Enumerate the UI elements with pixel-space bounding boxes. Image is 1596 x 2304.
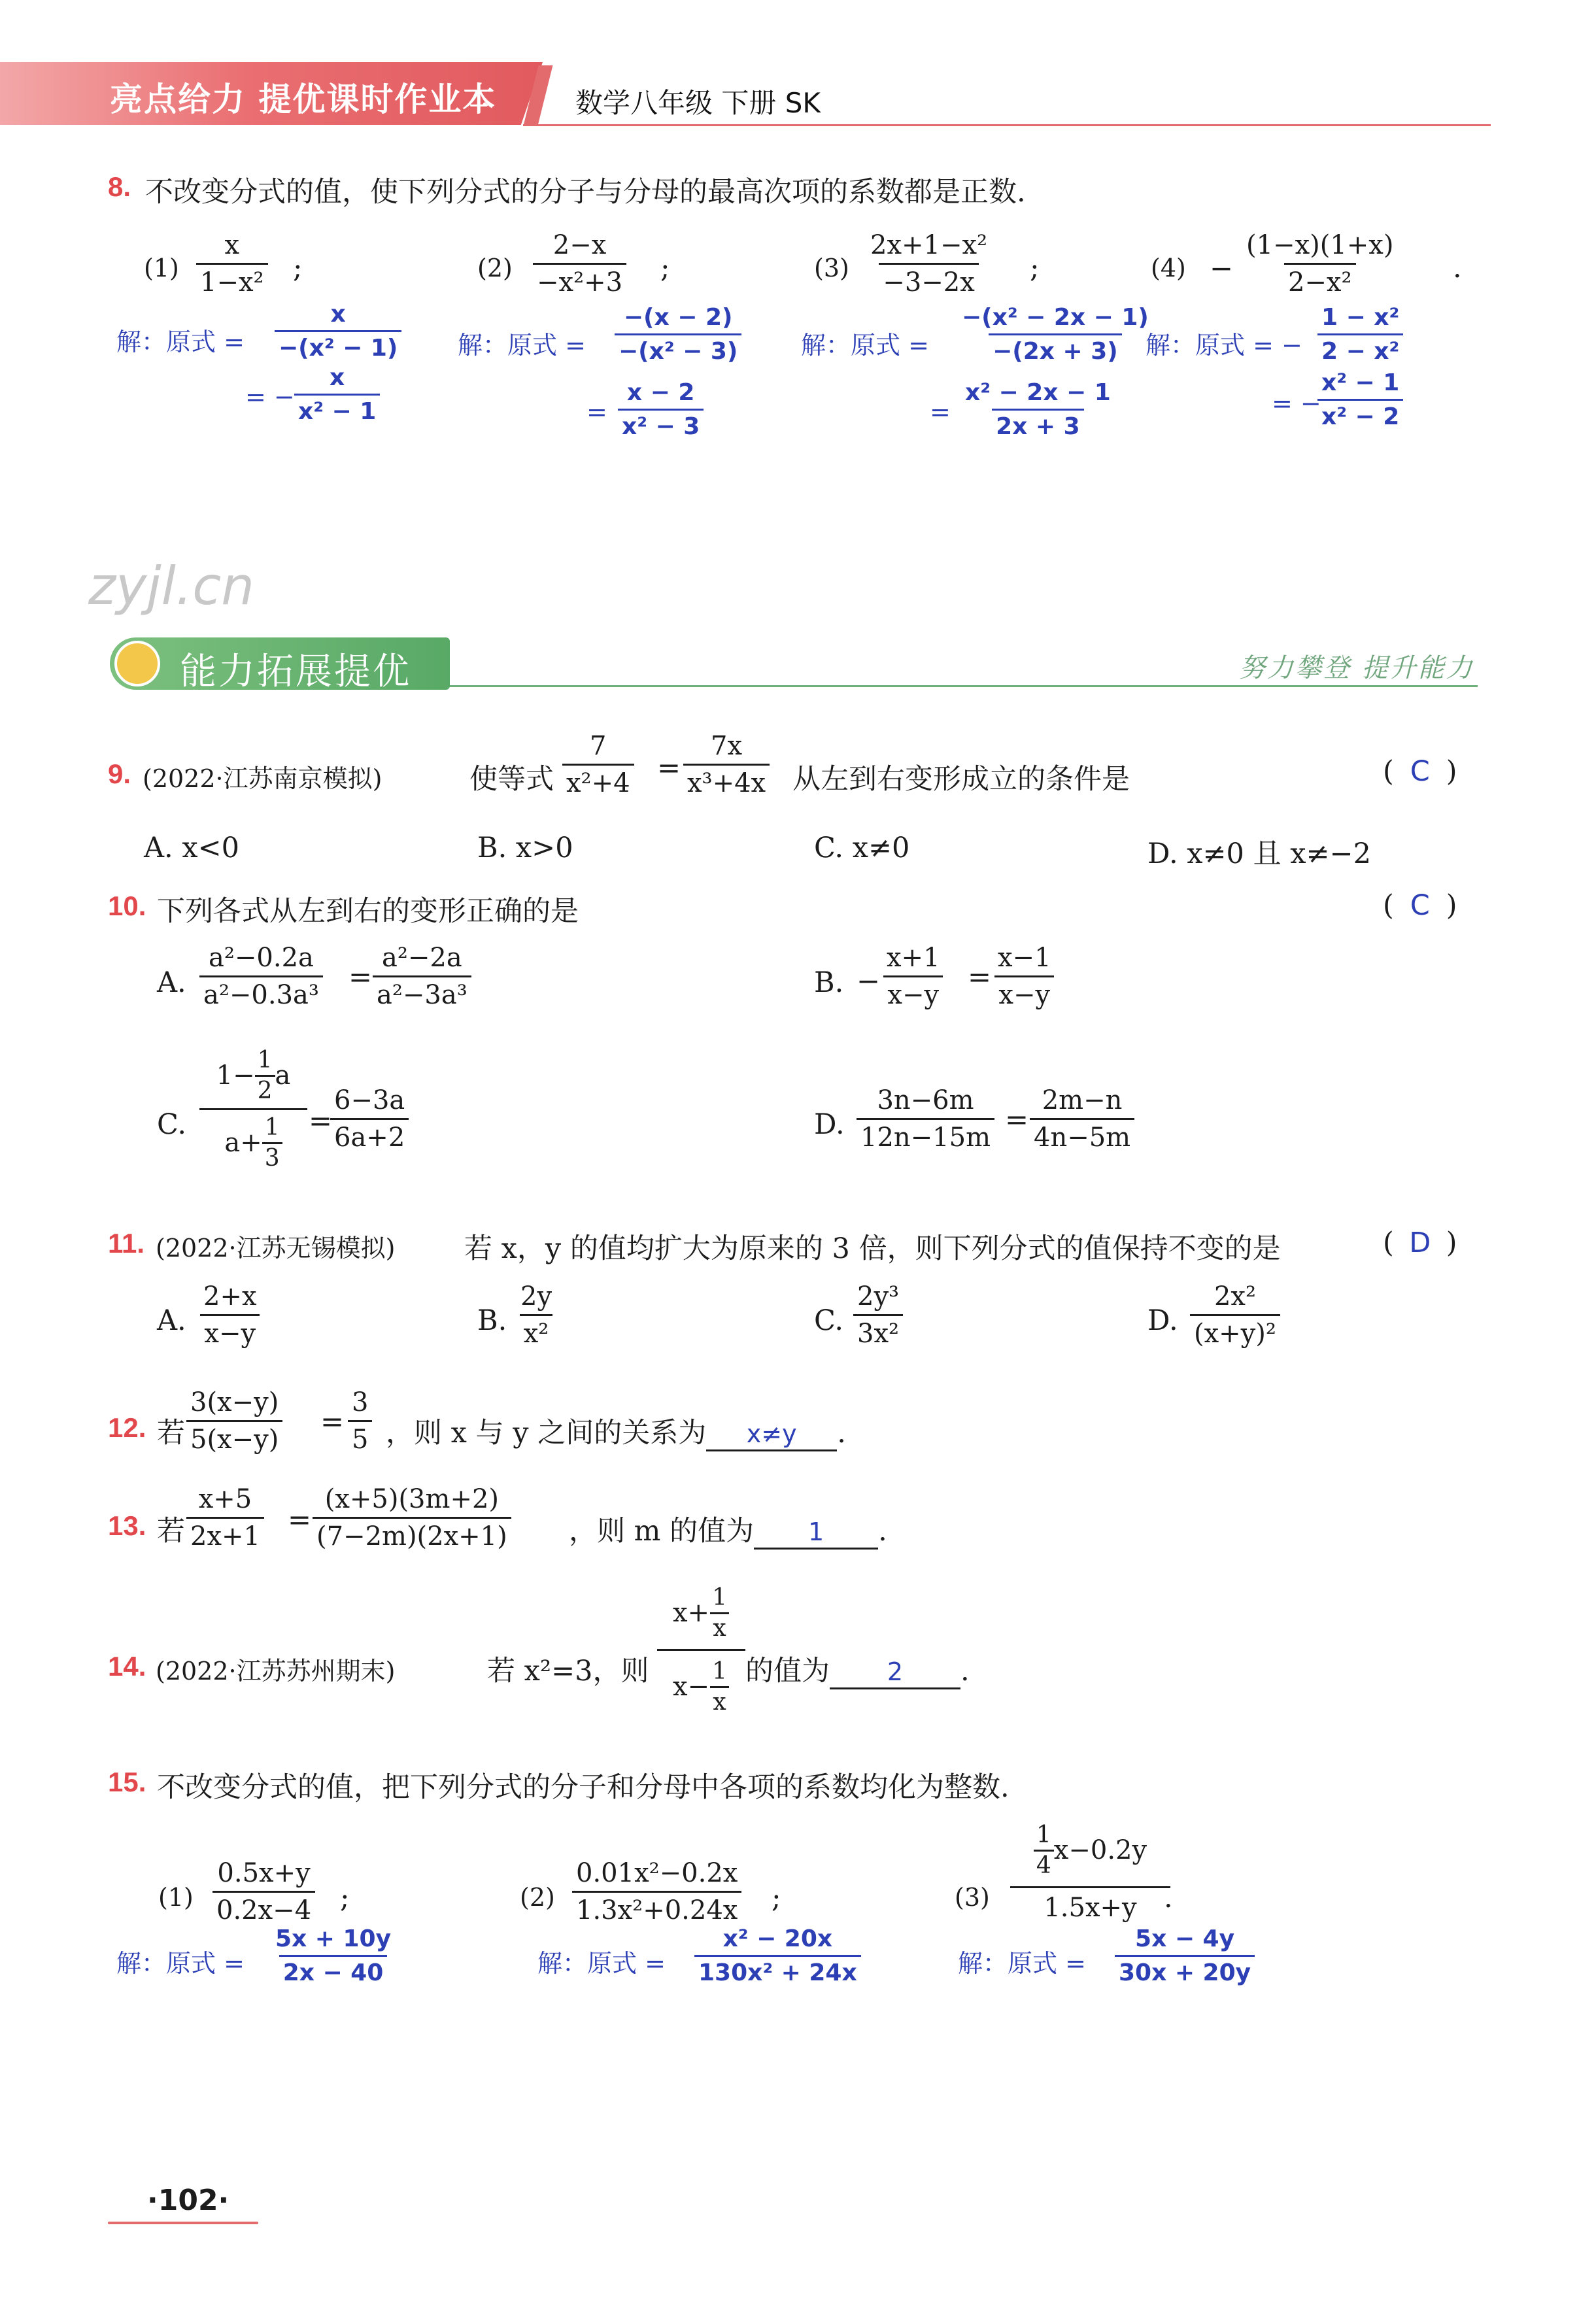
q9-equals: =: [657, 752, 681, 785]
q8-part4-label: (4): [1151, 254, 1186, 282]
q8-part4-solution-step2: $\frac{\text{x² − 1}}{\text{x² − 2}}$: [1317, 369, 1403, 431]
q10-option-c-label: C.: [157, 1108, 187, 1141]
q8-part1-solution-step1: $\frac{x}{\text{−(x² − 1)}}$: [275, 301, 401, 362]
q15-part2-fraction: $\frac{\text{0.01x²−0.2x}}{\text{1.3x²+0.24x}}$: [572, 1858, 741, 1925]
q9-fraction-right: $\frac{7x}{\text{x³+4x}}$: [683, 731, 770, 798]
q9-answer: C: [1410, 755, 1430, 788]
q8-part2-fraction: $\frac{2-x}{\text{−x²+3}}$: [533, 230, 626, 297]
q15-part1-fraction: $\frac{0.5x+y}{0.2x-4}$: [212, 1858, 315, 1925]
q12-fraction-left: $\frac{3(x-y)}{5(x-y)}$: [186, 1387, 282, 1455]
q10-option-b-label: B.: [814, 966, 844, 999]
q14-complex-fraction: [657, 1577, 745, 1723]
q11-option-a-fraction: $\frac{2+x}{x-y}$: [199, 1281, 261, 1349]
q12-equals: =: [320, 1406, 345, 1438]
q8-part2-tail: ;: [660, 252, 670, 284]
q8-part2-solution-step2: $\frac{x - 2}{\text{x² − 3}}$: [618, 379, 704, 441]
q9-fraction-left: $\frac{7}{\text{x²+4}}$: [562, 731, 634, 798]
question-number-11: 11.: [108, 1228, 145, 1259]
q15-part1-tail: ;: [340, 1882, 350, 1914]
q8-part1-label: (1): [144, 254, 179, 282]
q8-part1-eq2: = −: [245, 382, 295, 411]
q10-option-b-minus: −: [857, 965, 881, 998]
q10-option-b-left: $\frac{x+1}{x-y}$: [883, 943, 944, 1010]
q15-part3-num-rest: x−0.2y: [1053, 1835, 1147, 1865]
q10-c-num-inner-fraction: $\frac{1}{2}$: [255, 1047, 275, 1104]
q12-end: .: [837, 1417, 846, 1449]
q11-option-c-fraction: $\frac{\text{2y³}}{\text{3x²}}$: [853, 1281, 903, 1349]
q8-part1-tail: ;: [293, 252, 303, 284]
q15-stem: 不改变分式的值，把下列分式的分子和分母中各项的系数均化为整数.: [157, 1771, 1010, 1804]
q15-part3-fraction: [1010, 1814, 1170, 1927]
q15-part3-inner-fraction: 1 4: [1034, 1822, 1054, 1878]
q8-part2-solution-step1: $\frac{-(x - 2)}{\text{−(x² − 3)}}$: [615, 304, 741, 365]
q15-part2-solution: $\frac{\text{x² − 20x}}{\text{130x² + 24x}}$: [694, 1925, 861, 1987]
q11-option-a-label: A.: [157, 1304, 186, 1337]
question-number-14: 14.: [108, 1651, 146, 1682]
q12-text: [386, 1411, 846, 1451]
q10-option-c-left: [199, 1043, 307, 1176]
question-number-10: 10.: [108, 890, 146, 921]
q11-answer: D: [1409, 1227, 1431, 1259]
q13-pre: 若: [157, 1515, 185, 1548]
q15-part3-tail: .: [1164, 1882, 1173, 1914]
q10-option-b-equals: =: [968, 961, 992, 994]
q11-option-d-fraction: $\frac{\text{2x²}}{\text{(x+y)²}}$: [1190, 1281, 1280, 1349]
section-slogan: 努力攀登 提升能力: [1239, 653, 1474, 683]
q15-part3-solution: $\frac{5x - 4y}{30x + 20y}$: [1115, 1925, 1255, 1987]
book-info: 数学八年级 下册 SK: [575, 87, 821, 119]
watermark: zyjl.cn: [88, 556, 254, 617]
q15-part2-label: (2): [520, 1883, 555, 1912]
q13-answer: 1: [808, 1517, 824, 1546]
q10-option-a-equals: =: [348, 961, 373, 994]
q14-text-a: 若 x²=3，则: [487, 1655, 649, 1687]
q9-text-b: 从左到右变形成立的条件是: [792, 763, 1130, 796]
q9-option-b: B. x>0: [477, 832, 573, 864]
q10-option-d-label: D.: [814, 1108, 845, 1141]
q8-part4-solution-step1: $\frac{\text{1 − x²}}{\text{2 − x²}}$: [1317, 304, 1403, 365]
q10-option-a-left: $\frac{\text{a²−0.2a}}{\text{a²−0.3a³}}$: [199, 943, 323, 1010]
question-number-12: 12.: [108, 1412, 146, 1443]
q15-part3-label: (3): [955, 1883, 990, 1912]
q10-c-den-part-a: a+: [224, 1128, 262, 1158]
header-rule: [523, 124, 1491, 126]
page-number-underline: [108, 2222, 258, 2224]
q8-part3-solution-step1: $\frac{\text{−(x² − 2x − 1)}}{-(2x + 3)}$: [962, 304, 1149, 365]
q9-source: (2022·江苏南京模拟): [143, 764, 382, 793]
q8-part1-solution-step2: $\frac{x}{\text{x² − 1}}$: [294, 364, 380, 426]
q10-stem: 下列各式从左到右的变形正确的是: [157, 895, 579, 928]
question-number-8: 8.: [108, 171, 131, 202]
q8-part4-eq2: = −: [1272, 389, 1321, 418]
q8-part3-solution-prefix: 解：原式 =: [801, 331, 929, 360]
q10-option-d-right: $\frac{2m-n}{4n-5m}$: [1030, 1085, 1134, 1153]
q14-answer: 2: [887, 1657, 904, 1686]
q10-c-num-part-b: a: [275, 1060, 291, 1091]
q15-part1-label: (1): [158, 1883, 194, 1912]
q10-option-d-equals: =: [1005, 1104, 1029, 1136]
q8-part3-eq2: =: [930, 398, 951, 426]
q10-option-a-label: A.: [157, 966, 186, 999]
q11-option-b-label: B.: [477, 1304, 507, 1337]
q11-option-c-label: C.: [814, 1304, 844, 1337]
q11-answer-paren: ( D ): [1383, 1227, 1457, 1259]
q9-text-a: 使等式: [469, 763, 554, 796]
q10-option-a-right: $\frac{\text{a²−2a}}{\text{a²−3a³}}$: [373, 943, 471, 1010]
q12-pre: 若: [157, 1417, 185, 1449]
q14-text-content: 的值为: [745, 1655, 830, 1687]
q14-end: .: [960, 1655, 970, 1687]
q12-answer: x≠y: [746, 1419, 797, 1448]
q12-text-content: ，则 x 与 y 之间的关系为: [386, 1417, 707, 1449]
q12-fraction-right: $\frac{3}{5}$: [348, 1387, 372, 1455]
q10-answer: C: [1410, 889, 1430, 922]
q10-answer-paren: ( C ): [1383, 889, 1457, 922]
q15-part3-solution-prefix: 解：原式 =: [958, 1949, 1086, 1978]
q8-part3-fraction: $\frac{\text{2x+1−x²}}{-3-2x}$: [870, 230, 988, 297]
question-number-9: 9.: [108, 758, 131, 789]
q13-text: [569, 1509, 887, 1550]
q15-part2-solution-prefix: 解：原式 =: [537, 1949, 666, 1978]
q10-option-c-right: $\frac{6-3a}{6a+2}$: [330, 1085, 409, 1153]
q15-part3-den: 1.5x+y: [1044, 1893, 1137, 1923]
q8-part3-label: (3): [814, 254, 849, 282]
q13-equals: =: [288, 1504, 312, 1536]
q9-option-d: D. x≠0 且 x≠−2: [1147, 838, 1371, 870]
q8-part2-label: (2): [477, 254, 513, 282]
q14-source: (2022·江苏苏州期末): [156, 1657, 396, 1686]
page-number: ·102·: [147, 2184, 229, 2217]
q8-part4-fraction: $\frac{(1-x)(1+x)}{\text{2−x²}}$: [1246, 230, 1394, 297]
q14-bottom-part: x−: [673, 1672, 710, 1702]
q9-answer-paren: ( C ): [1383, 755, 1457, 788]
q11-stem: 若 x，y 的值均扩大为原来的 3 倍，则下列分式的值保持不变的是: [464, 1232, 1281, 1265]
q8-part1-solution-prefix: 解：原式 =: [116, 328, 245, 356]
q8-part4-minus: −: [1210, 252, 1234, 285]
q14-top-part: x+: [673, 1598, 710, 1628]
q9-option-a: A. x<0: [144, 832, 240, 864]
q14-top-inner-fraction: $\frac{1}{x}$: [709, 1585, 730, 1641]
magnifier-icon: [114, 641, 160, 686]
section-rule: [432, 685, 1478, 687]
series-title: 亮点给力 提优课时作业本: [110, 80, 497, 118]
q8-stem: 不改变分式的值，使下列分式的分子与分母的最高次项的系数都是正数.: [145, 176, 1026, 209]
q11-option-d-label: D.: [1147, 1304, 1178, 1337]
q8-part3-tail: ;: [1030, 252, 1040, 284]
q8-part2-solution-prefix: 解：原式 =: [458, 331, 586, 360]
section-title: 能力拓展提优: [180, 651, 411, 693]
q15-part1-solution-prefix: 解：原式 =: [116, 1949, 245, 1978]
q15-part1-solution: $\frac{5x + 10y}{2x - 40}$: [275, 1925, 392, 1987]
q11-source: (2022·江苏无锡模拟): [156, 1234, 396, 1262]
q14-text: [745, 1649, 970, 1689]
question-number-15: 15.: [108, 1767, 146, 1797]
q11-option-b-fraction: $\frac{2y}{\text{x²}}$: [520, 1281, 552, 1349]
q13-fraction-left: $\frac{x+5}{2x+1}$: [186, 1484, 264, 1551]
q8-part4-solution-prefix: 解：原式 = −: [1146, 331, 1302, 360]
q8-part2-eq2: =: [586, 398, 607, 426]
q14-bottom-inner-fraction: $\frac{1}{x}$: [709, 1659, 730, 1715]
q13-text-content: ，则 m 的值为: [569, 1515, 755, 1548]
question-number-13: 13.: [108, 1510, 146, 1541]
q10-option-c-equals: =: [309, 1105, 333, 1138]
q10-option-d-left: $\frac{3n-6m}{12n-15m}$: [857, 1085, 994, 1153]
q13-end: .: [878, 1515, 887, 1548]
q8-part3-solution-step2: $\frac{\text{x² − 2x − 1}}{2x + 3}$: [965, 379, 1111, 441]
q15-part2-tail: ;: [772, 1882, 781, 1914]
q10-c-den-inner-fraction: $\frac{1}{3}$: [262, 1115, 282, 1171]
q10-option-b-right: $\frac{x-1}{x-y}$: [994, 943, 1055, 1010]
q8-part1-fraction: $\frac{x}{\text{1−x²}}$: [196, 230, 268, 297]
q9-option-c: C. x≠0: [814, 832, 910, 864]
q10-c-num-part-a: 1−: [216, 1060, 255, 1091]
q13-fraction-right: $\frac{(x+5)(3m+2)}{(7-2m)(2x+1)}$: [313, 1484, 511, 1551]
q8-part4-tail: .: [1453, 252, 1462, 284]
